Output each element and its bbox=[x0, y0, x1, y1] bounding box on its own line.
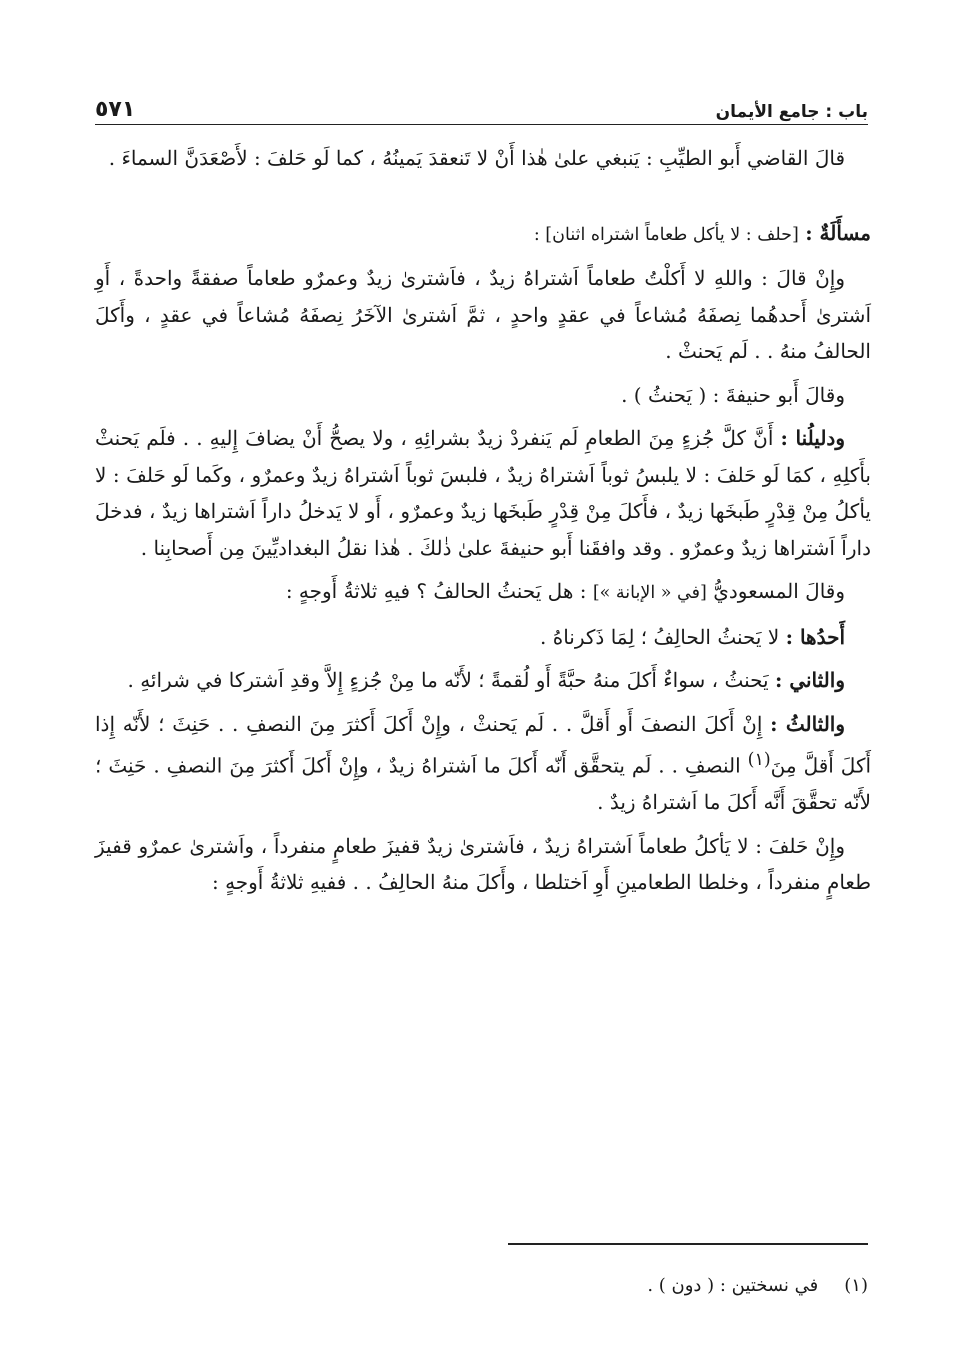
header-divider bbox=[95, 124, 868, 125]
paragraph-abu-hanifa bbox=[95, 377, 871, 414]
page-number: ٥٧١ bbox=[95, 97, 136, 122]
view-first-label: أَحدُها : bbox=[785, 624, 845, 649]
paragraph-evidence bbox=[95, 420, 871, 566]
footnote bbox=[95, 1272, 868, 1300]
masala-heading bbox=[95, 215, 871, 254]
running-header bbox=[95, 82, 868, 122]
masala-title: [حلف : لا يأكل طعاماً اشتراه اثنان] : bbox=[533, 224, 799, 245]
footnote-text: في نسختين : ( دون ) . bbox=[647, 1275, 819, 1296]
view-first-text: لا يَحنثُ الحالِفُ ؛ لِمَا ذَكرناهُ . bbox=[540, 624, 780, 649]
paragraph-qadi bbox=[95, 140, 871, 177]
evidence-label: ودليلُنا : bbox=[780, 426, 845, 450]
view-third-text-a: إِنْ أَكلَ النصفَ أَو أَقلَّ . . لَم يَحنثْ ، وإِنْ أَكلَ أَكثرَ مِنَ النصفِ . . حَنِثَ ؛ لأَنّه إِذا أَكلَ أَقلَّ مِنَ bbox=[95, 711, 872, 778]
view-third-label: والثالثُ : bbox=[770, 711, 846, 736]
view-second-text: يَحنثُ ، سواءٌ أَكلَ منهُ حبَّةً أَو لُقمةً ؛ لأَنّه ما مِنْ جُزءٍ إِلاَّ وقدِ اَشتركا في شرائهِ . bbox=[127, 668, 769, 692]
view-third-text-b: النصفِ . . لَم يتحقَّق أَنّه أَكلَ ما اَشتراهُ زيدٌ ، وإِنْ أَكلَ أَكثرَ مِنَ النصفِ . حَنِثَ ؛ لأَنّه تحقَّقَ أَنَّه أَكلَ ما اَشتراهُ زيدٌ . bbox=[95, 753, 871, 815]
paragraph-text: وقالَ أَبو حنيفةَ : ( يَحنثُ ) . bbox=[621, 382, 845, 407]
masudi-question: : هل يَحنثُ الحالفُ ؟ فيهِ ثلاثةُ أَوجهٍ : bbox=[285, 579, 587, 603]
chapter-title: باب : جامع الأيمان bbox=[715, 102, 868, 122]
paragraph-text: أَنَّ كلَّ جُزءٍ مِنَ الطعامِ لَم يَنفردْ زيدٌ بشرائِهِ ، ولا يصحُّ أَنْ يضافَ إِليهِ . . فلَم يَحنثْ بأَكلِهِ ، كمَا لَو حَلفَ : لا يلبسُ ثوباً اَشتراهُ زيدٌ ، فلبسَ ثوباً اَشتراهُ زيدٌ وعمرٌو ، وكَما لَو حَلفَ : لا يأكلُ مِنْ قِدْرٍ طَبخَها زيدٌ ، فأَكلَ مِنْ قِدْرٍ طَبخَها زيدٌ وعمرٌو ، أَو لا يَدخلُ داراً اَشتراها زيدٌ ، فدخلَ داراً اَشتراها زيدٌ وعمرٌو . وقد وافقَنا أَبو حنيفةَ علىٰ ذٰلكَ . هٰذا نقلُ البغداديِّينَ مِن أَصحابِنا . bbox=[95, 426, 871, 560]
paragraph-text: وإِنْ حَلفَ : لا يَأكلُ طعاماً اَشتراهُ زيدٌ ، فاَشترىٰ زيدٌ قفيزَ طعامٍ منفرداً ، واَشترىٰ عمرٌو قفيزَ طعامٍ منفرداً ، وخلطا الطعامينِ أَوِ اَختلطا ، وأَكلَ منهُ الحالِفُ . . ففيهِ ثلاثةُ أَوجهٍ : bbox=[95, 833, 871, 895]
paragraph-case bbox=[95, 260, 871, 370]
view-first bbox=[95, 619, 871, 656]
paragraph-text: قالَ القاضي أَبو الطيِّبِ : يَنبغي علىٰ هٰذا أَنْ لا تَنعقدَ يَمينُهُ ، كما لَو حَلفَ : لأَصْعَدَنَّ السماءَ . bbox=[108, 146, 845, 170]
view-second-label: والثاني : bbox=[774, 668, 845, 692]
footnote-reference: (١) bbox=[747, 750, 771, 770]
masala-label: مسأَلَةٌ : bbox=[805, 220, 871, 245]
main-text bbox=[95, 140, 871, 908]
footnote-number: (١) bbox=[844, 1275, 868, 1296]
view-second bbox=[95, 662, 871, 699]
view-third bbox=[95, 706, 871, 821]
paragraph-text: وإِنْ قالَ : واللهِ لا أَكلْتُ طعاماً اَشتراهُ زيدٌ ، فاَشترىٰ زيدٌ وعمرٌو طعاماً صفقةً واحدةً ، أَوِ اَشترىٰ أَحدهُما نِصفَهُ مُشاعاً في عقدٍ واحدٍ ، ثمَّ اَشترىٰ الآخَرُ نِصفَهُ مُشاعاً في عقدٍ ، وأَكلَ الحالفُ منهُ . . لَم يَحنثْ . bbox=[95, 266, 871, 363]
footnote-divider bbox=[508, 1243, 868, 1245]
paragraph-masudi bbox=[95, 573, 871, 612]
masudi-lead: وقالَ المسعوديُّ bbox=[713, 579, 845, 603]
paragraph-mixed-food bbox=[95, 828, 871, 901]
masudi-source: [في « الإبانة »] bbox=[592, 583, 707, 603]
